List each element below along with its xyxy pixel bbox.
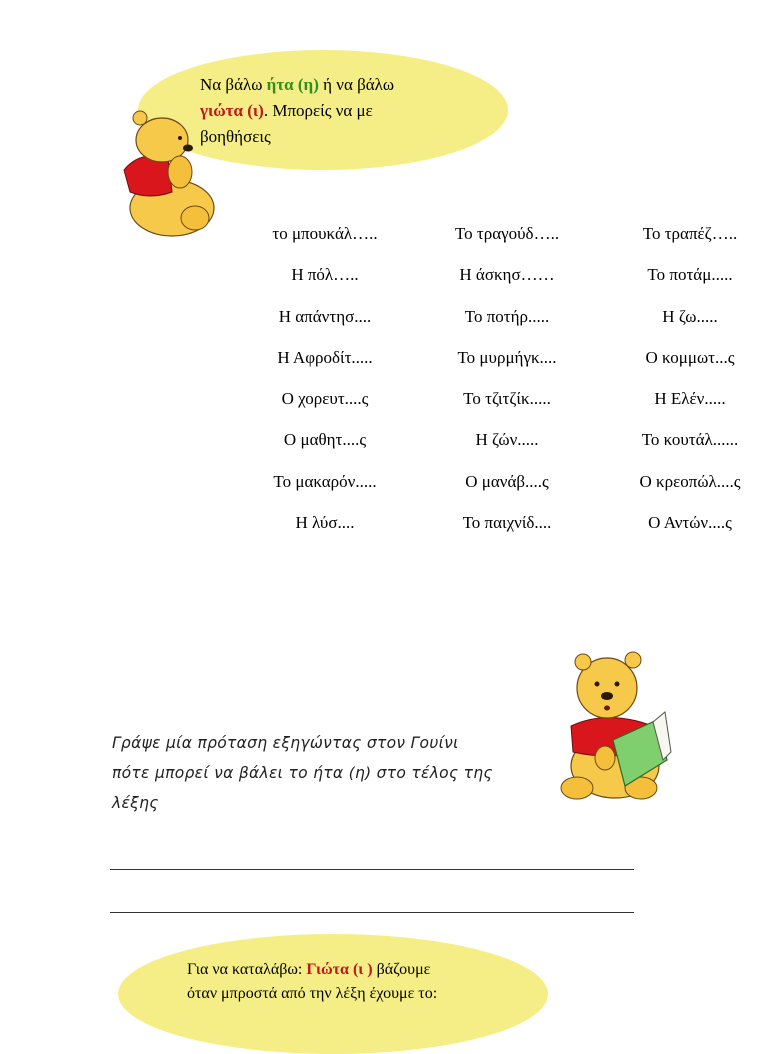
- word-exercise: Η Ελέν.....: [654, 389, 726, 409]
- word-column-1: [225, 222, 425, 552]
- word-exercise: Ο μαθητ....ς: [283, 430, 367, 450]
- word-exercise: Η άσκησ……: [459, 265, 555, 285]
- bubble-text-part: όταν μπροστά από την λέξη έχουμε το:: [187, 985, 438, 1002]
- word-exercise: Η ζών.....: [475, 430, 539, 450]
- bubble-text-part: Για να καταλάβω:: [187, 961, 307, 978]
- word-exercise: Ο χορευτ....ς: [281, 389, 369, 409]
- bubble-text-part: βάζουμε: [372, 961, 431, 978]
- word-exercise: Η απάντησ....: [278, 306, 372, 326]
- instruction-line: πότε μπορεί να βάλει το ήτα (η) στο τέλος της: [112, 764, 493, 782]
- iota-highlight: γιώτα (ι): [200, 101, 264, 120]
- answer-line[interactable]: [110, 869, 634, 870]
- word-exercise: Ο Αντών....ς: [648, 513, 732, 533]
- bubble-text-part: Να βάλω: [200, 75, 267, 94]
- word-exercise: Η Αφροδίτ.....: [277, 347, 373, 367]
- word-exercise: Η πόλ…..: [291, 265, 359, 285]
- answer-line[interactable]: [110, 912, 634, 913]
- word-exercise: Ο κρεοπώλ....ς: [639, 471, 741, 491]
- speech-bubble-top-text: [200, 72, 480, 150]
- bubble-text-part: ή να βάλω: [318, 75, 395, 94]
- word-column-2: [407, 222, 607, 552]
- word-exercise: Το τραπέζ…..: [642, 224, 738, 243]
- iota-highlight: Γιώτα (ι ): [306, 961, 373, 978]
- word-exercise: Το μακαρόν.....: [273, 471, 377, 491]
- bubble-text-part: βοηθήσεις: [200, 127, 271, 146]
- word-exercise: Το παιχνίδ....: [462, 513, 552, 533]
- word-exercise: Ο μανάβ....ς: [465, 471, 549, 491]
- word-exercise: Η λύσ....: [295, 513, 355, 533]
- bubble-text-part: . Μπορείς να με: [263, 101, 373, 120]
- word-exercise: Το κουτάλ......: [641, 430, 739, 450]
- instruction-line: λέξης: [112, 794, 159, 812]
- word-exercise: Το ποτάμ.....: [647, 265, 733, 285]
- word-exercise: το μπουκάλ…..: [272, 224, 378, 243]
- word-exercise: Η ζω.....: [662, 306, 718, 326]
- word-column-3: [590, 222, 768, 552]
- eta-highlight: ήτα (η): [266, 75, 319, 94]
- word-exercise: Το ποτήρ.....: [464, 306, 550, 326]
- word-exercise: Το μυρμήγκ....: [457, 347, 557, 367]
- instruction-line: Γράψε μία πρόταση εξηγώντας στον Γουίνι: [112, 734, 459, 752]
- winnie-the-pooh-reading-icon: [555, 648, 675, 803]
- winnie-the-pooh-thinking-icon: [110, 100, 220, 240]
- word-exercise: Το τζιτζίκ.....: [463, 389, 551, 409]
- word-exercise: Ο κομμωτ...ς: [645, 347, 735, 367]
- speech-bubble-bottom-text: [187, 958, 517, 1006]
- word-exercise: Το τραγούδ…..: [454, 224, 560, 243]
- writing-instruction: [112, 728, 552, 818]
